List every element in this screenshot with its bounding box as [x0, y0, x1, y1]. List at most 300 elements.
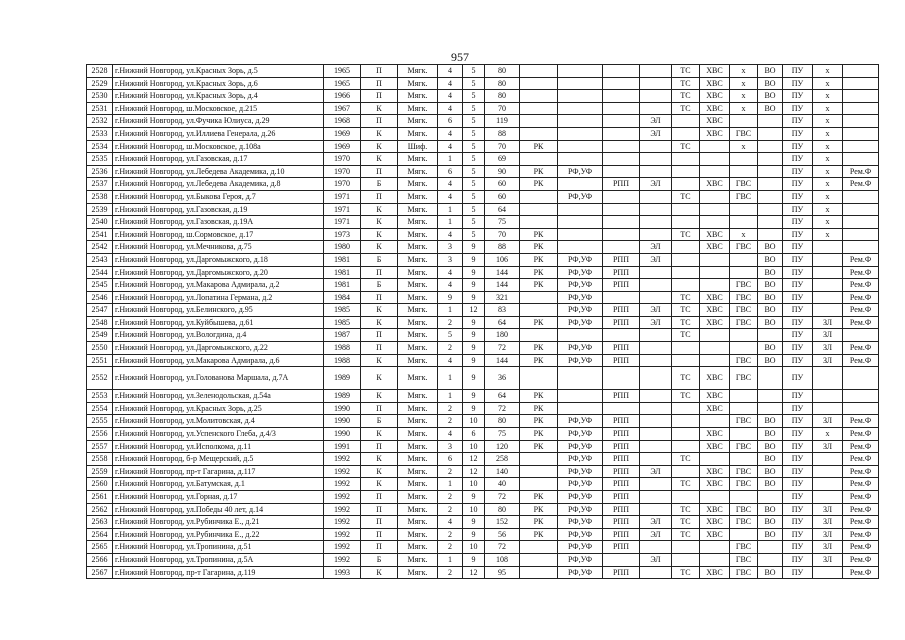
wall-material-cell: П — [361, 165, 398, 178]
floors-cell: 4 — [438, 228, 463, 241]
col-17-cell: ПУ — [783, 329, 813, 342]
roof-type-cell: Мягк. — [398, 279, 438, 292]
col-18-cell: х — [813, 115, 843, 128]
col-18-cell — [813, 465, 843, 478]
floors-cell: 4 — [438, 190, 463, 203]
col-19-cell: Рем.Ф — [843, 253, 879, 266]
col-16-cell — [758, 203, 783, 216]
col-18-cell: х — [813, 65, 843, 78]
year-cell: 1992 — [324, 491, 361, 504]
col-13-cell — [672, 165, 700, 178]
col-15-cell: ГВС — [730, 516, 758, 529]
year-cell: 1968 — [324, 115, 361, 128]
year-cell: 1970 — [324, 178, 361, 191]
col-9-cell: РК — [520, 316, 558, 329]
year-cell: 1992 — [324, 503, 361, 516]
col-16-cell — [758, 491, 783, 504]
col-16-cell — [758, 153, 783, 166]
col-16-cell: ВО — [758, 316, 783, 329]
col-10-cell — [558, 402, 603, 415]
col-13-cell: ТС — [672, 503, 700, 516]
col-14-cell: ХВС — [700, 65, 730, 78]
col-15-cell: ГВС — [730, 304, 758, 317]
col-18-cell: ЗЛ — [813, 516, 843, 529]
col-9-cell — [520, 304, 558, 317]
col-16-cell — [758, 165, 783, 178]
row-number-cell: 2552 — [87, 367, 113, 390]
address-cell: г.Нижний Новгород, ул.Мечникова, д.75 — [113, 241, 324, 254]
address-cell: г.Нижний Новгород, ул.Голованова Маршала, д.7А — [113, 367, 324, 390]
table-row — [87, 190, 879, 203]
entrances-cell: 12 — [463, 304, 485, 317]
col-16-cell: ВО — [758, 253, 783, 266]
col-12-cell — [640, 266, 672, 279]
col-18-cell: ЗЛ — [813, 354, 843, 367]
col-9-cell: РК — [520, 503, 558, 516]
wall-material-cell: К — [361, 354, 398, 367]
col-11-cell — [603, 203, 640, 216]
roof-type-cell: Мягк. — [398, 316, 438, 329]
row-number-cell: 2546 — [87, 291, 113, 304]
address-cell: г.Нижний Новгород, ул.Макарова Адмирала, д.2 — [113, 279, 324, 292]
col-13-cell — [672, 553, 700, 566]
apartments-cell: 80 — [485, 90, 520, 103]
col-15-cell: х — [730, 228, 758, 241]
apartments-cell: 60 — [485, 190, 520, 203]
col-10-cell — [558, 102, 603, 115]
col-11-cell — [603, 329, 640, 342]
col-16-cell: ВО — [758, 279, 783, 292]
address-cell: г.Нижний Новгород, ул.Рубинчика Е., д.22 — [113, 528, 324, 541]
col-17-cell: ПУ — [783, 428, 813, 441]
wall-material-cell: П — [361, 541, 398, 554]
address-cell: г.Нижний Новгород, ул.Красных Зорь, д.5 — [113, 65, 324, 78]
col-19-cell: Рем.Ф — [843, 304, 879, 317]
col-10-cell: РФ,УФ — [558, 453, 603, 466]
col-15-cell: ГВС — [730, 279, 758, 292]
roof-type-cell: Мягк. — [398, 415, 438, 428]
floors-cell: 2 — [438, 528, 463, 541]
wall-material-cell: К — [361, 216, 398, 229]
col-17-cell: ПУ — [783, 291, 813, 304]
col-13-cell — [672, 203, 700, 216]
row-number-cell: 2551 — [87, 354, 113, 367]
col-14-cell — [700, 253, 730, 266]
apartments-cell: 88 — [485, 241, 520, 254]
col-13-cell — [672, 216, 700, 229]
col-13-cell — [672, 354, 700, 367]
col-10-cell — [558, 127, 603, 140]
floors-cell: 3 — [438, 241, 463, 254]
wall-material-cell: К — [361, 102, 398, 115]
wall-material-cell: П — [361, 528, 398, 541]
floors-cell: 3 — [438, 253, 463, 266]
apartments-cell: 72 — [485, 402, 520, 415]
roof-type-cell: Шиф. — [398, 140, 438, 153]
col-15-cell — [730, 165, 758, 178]
col-15-cell — [730, 428, 758, 441]
col-12-cell — [640, 390, 672, 403]
table-row — [87, 279, 879, 292]
row-number-cell: 2556 — [87, 428, 113, 441]
col-10-cell: РФ,УФ — [558, 165, 603, 178]
col-16-cell: ВО — [758, 65, 783, 78]
apartments-cell: 140 — [485, 465, 520, 478]
table-row — [87, 342, 879, 355]
apartments-cell: 144 — [485, 279, 520, 292]
entrances-cell: 10 — [463, 415, 485, 428]
col-14-cell: ХВС — [700, 178, 730, 191]
col-13-cell — [672, 541, 700, 554]
roof-type-cell: Мягк. — [398, 367, 438, 390]
entrances-cell: 5 — [463, 65, 485, 78]
col-19-cell — [843, 390, 879, 403]
col-17-cell: ПУ — [783, 127, 813, 140]
roof-type-cell: Мягк. — [398, 127, 438, 140]
col-17-cell: ПУ — [783, 115, 813, 128]
col-15-cell — [730, 342, 758, 355]
row-number-cell: 2564 — [87, 528, 113, 541]
col-19-cell: Рем.Ф — [843, 566, 879, 579]
col-15-cell — [730, 253, 758, 266]
col-16-cell: ВО — [758, 291, 783, 304]
col-13-cell: ТС — [672, 453, 700, 466]
roof-type-cell: Мягк. — [398, 516, 438, 529]
address-cell: г.Нижний Новгород, ул.Зеленодольская, д.54а — [113, 390, 324, 403]
col-13-cell: ТС — [672, 90, 700, 103]
wall-material-cell: К — [361, 390, 398, 403]
col-11-cell: РПП — [603, 316, 640, 329]
col-19-cell: Рем.Ф — [843, 528, 879, 541]
col-19-cell: Рем.Ф — [843, 178, 879, 191]
col-10-cell — [558, 216, 603, 229]
address-cell: г.Нижний Новгород, пр-т Гагарина, д.119 — [113, 566, 324, 579]
col-11-cell — [603, 291, 640, 304]
address-cell: г.Нижний Новгород, ул.Горная, д.17 — [113, 491, 324, 504]
row-number-cell: 2559 — [87, 465, 113, 478]
apartments-cell: 80 — [485, 65, 520, 78]
apartments-cell: 69 — [485, 153, 520, 166]
row-number-cell: 2555 — [87, 415, 113, 428]
year-cell: 1992 — [324, 516, 361, 529]
col-10-cell: РФ,УФ — [558, 253, 603, 266]
col-14-cell: ХВС — [700, 516, 730, 529]
address-cell: г.Нижний Новгород, ш.Московское, д.108а — [113, 140, 324, 153]
col-14-cell: ХВС — [700, 528, 730, 541]
col-13-cell: ТС — [672, 228, 700, 241]
col-13-cell: ТС — [672, 65, 700, 78]
col-9-cell — [520, 453, 558, 466]
col-14-cell — [700, 266, 730, 279]
entrances-cell: 5 — [463, 153, 485, 166]
col-13-cell — [672, 402, 700, 415]
roof-type-cell: Мягк. — [398, 65, 438, 78]
col-13-cell — [672, 153, 700, 166]
col-14-cell — [700, 216, 730, 229]
col-14-cell: ХВС — [700, 478, 730, 491]
table-row — [87, 316, 879, 329]
row-number-cell: 2543 — [87, 253, 113, 266]
col-16-cell: ВО — [758, 465, 783, 478]
col-19-cell — [843, 65, 879, 78]
address-cell: г.Нижний Новгород, ул.Батумская, д.1 — [113, 478, 324, 491]
col-11-cell: РПП — [603, 453, 640, 466]
col-16-cell — [758, 127, 783, 140]
floors-cell: 2 — [438, 342, 463, 355]
col-12-cell — [640, 566, 672, 579]
address-cell: г.Нижний Новгород, ул.Иллиева Генерала, д.26 — [113, 127, 324, 140]
roof-type-cell: Мягк. — [398, 453, 438, 466]
wall-material-cell: Б — [361, 279, 398, 292]
row-number-cell: 2532 — [87, 115, 113, 128]
col-14-cell — [700, 491, 730, 504]
col-17-cell: ПУ — [783, 102, 813, 115]
wall-material-cell: П — [361, 65, 398, 78]
col-13-cell: ТС — [672, 566, 700, 579]
col-16-cell: ВО — [758, 528, 783, 541]
apartments-cell: 72 — [485, 541, 520, 554]
col-12-cell: ЭЛ — [640, 316, 672, 329]
col-19-cell: Рем.Ф — [843, 291, 879, 304]
col-17-cell: ПУ — [783, 316, 813, 329]
col-18-cell: х — [813, 178, 843, 191]
apartments-cell: 64 — [485, 390, 520, 403]
roof-type-cell: Мягк. — [398, 541, 438, 554]
col-16-cell: ВО — [758, 440, 783, 453]
col-10-cell — [558, 77, 603, 90]
wall-material-cell: Б — [361, 553, 398, 566]
col-14-cell: ХВС — [700, 291, 730, 304]
col-15-cell: ГВС — [730, 415, 758, 428]
col-17-cell: ПУ — [783, 140, 813, 153]
col-12-cell — [640, 491, 672, 504]
floors-cell: 1 — [438, 216, 463, 229]
col-17-cell: ПУ — [783, 566, 813, 579]
entrances-cell: 9 — [463, 491, 485, 504]
floors-cell: 4 — [438, 428, 463, 441]
address-cell: г.Нижний Новгород, ул.Лебедева Академика, д.10 — [113, 165, 324, 178]
col-19-cell — [843, 402, 879, 415]
floors-cell: 4 — [438, 354, 463, 367]
wall-material-cell: Б — [361, 253, 398, 266]
table-row — [87, 102, 879, 115]
table-row — [87, 77, 879, 90]
address-cell: г.Нижний Новгород, ш.Сормовское, д.17 — [113, 228, 324, 241]
address-cell: г.Нижний Новгород, ул.Макарова Адмирала, д.6 — [113, 354, 324, 367]
roof-type-cell: Мягк. — [398, 178, 438, 191]
col-18-cell: х — [813, 216, 843, 229]
col-10-cell — [558, 367, 603, 390]
col-15-cell — [730, 153, 758, 166]
wall-material-cell: К — [361, 203, 398, 216]
col-19-cell: Рем.Ф — [843, 165, 879, 178]
col-16-cell: ВО — [758, 415, 783, 428]
row-number-cell: 2531 — [87, 102, 113, 115]
floors-cell: 4 — [438, 90, 463, 103]
col-18-cell — [813, 279, 843, 292]
col-13-cell — [672, 415, 700, 428]
col-11-cell: РПП — [603, 503, 640, 516]
entrances-cell: 9 — [463, 266, 485, 279]
col-9-cell: РК — [520, 342, 558, 355]
entrances-cell: 9 — [463, 516, 485, 529]
col-16-cell — [758, 367, 783, 390]
apartments-cell: 152 — [485, 516, 520, 529]
year-cell: 1993 — [324, 566, 361, 579]
table-row — [87, 428, 879, 441]
roof-type-cell: Мягк. — [398, 115, 438, 128]
col-16-cell: ВО — [758, 428, 783, 441]
col-18-cell: х — [813, 102, 843, 115]
col-19-cell — [843, 140, 879, 153]
col-19-cell: Рем.Ф — [843, 415, 879, 428]
row-number-cell: 2550 — [87, 342, 113, 355]
col-12-cell: ЭЛ — [640, 253, 672, 266]
col-15-cell: ГВС — [730, 440, 758, 453]
col-18-cell — [813, 402, 843, 415]
address-cell: г.Нижний Новгород, ул.Красных Зорь, д.6 — [113, 77, 324, 90]
col-9-cell: РК — [520, 165, 558, 178]
col-18-cell: х — [813, 127, 843, 140]
year-cell: 1985 — [324, 316, 361, 329]
row-number-cell: 2565 — [87, 541, 113, 554]
table-row — [87, 153, 879, 166]
col-16-cell — [758, 228, 783, 241]
col-9-cell — [520, 203, 558, 216]
col-17-cell: ПУ — [783, 465, 813, 478]
col-15-cell: ГВС — [730, 541, 758, 554]
col-11-cell: РПП — [603, 566, 640, 579]
col-17-cell: ПУ — [783, 478, 813, 491]
col-13-cell — [672, 253, 700, 266]
address-cell: г.Нижний Новгород, ул.Белинского, д.95 — [113, 304, 324, 317]
year-cell: 1990 — [324, 415, 361, 428]
row-number-cell: 2542 — [87, 241, 113, 254]
col-10-cell: РФ,УФ — [558, 440, 603, 453]
col-14-cell — [700, 553, 730, 566]
col-19-cell: Рем.Ф — [843, 541, 879, 554]
col-12-cell — [640, 165, 672, 178]
col-13-cell — [672, 440, 700, 453]
col-16-cell: ВО — [758, 342, 783, 355]
row-number-cell: 2562 — [87, 503, 113, 516]
col-10-cell: РФ,УФ — [558, 291, 603, 304]
entrances-cell: 10 — [463, 440, 485, 453]
col-13-cell — [672, 465, 700, 478]
col-13-cell: ТС — [672, 528, 700, 541]
col-16-cell: ВО — [758, 102, 783, 115]
table-row — [87, 165, 879, 178]
col-17-cell: ПУ — [783, 440, 813, 453]
col-15-cell: ГВС — [730, 465, 758, 478]
entrances-cell: 5 — [463, 216, 485, 229]
col-16-cell: ВО — [758, 566, 783, 579]
col-17-cell: ПУ — [783, 90, 813, 103]
floors-cell: 1 — [438, 153, 463, 166]
col-15-cell: ГВС — [730, 190, 758, 203]
col-9-cell — [520, 329, 558, 342]
col-11-cell — [603, 241, 640, 254]
col-18-cell — [813, 478, 843, 491]
apartments-cell: 36 — [485, 367, 520, 390]
col-11-cell — [603, 165, 640, 178]
col-12-cell — [640, 216, 672, 229]
wall-material-cell: П — [361, 440, 398, 453]
row-number-cell: 2544 — [87, 266, 113, 279]
col-18-cell: ЗЛ — [813, 316, 843, 329]
floors-cell: 6 — [438, 453, 463, 466]
col-19-cell: Рем.Ф — [843, 453, 879, 466]
roof-type-cell: Мягк. — [398, 440, 438, 453]
address-cell: г.Нижний Новгород, ул.Красных Зорь, д.4 — [113, 90, 324, 103]
entrances-cell: 5 — [463, 140, 485, 153]
floors-cell: 4 — [438, 178, 463, 191]
col-9-cell: РК — [520, 279, 558, 292]
col-9-cell: РК — [520, 491, 558, 504]
wall-material-cell: П — [361, 90, 398, 103]
apartments-cell: 64 — [485, 316, 520, 329]
table-row — [87, 440, 879, 453]
year-cell: 1984 — [324, 291, 361, 304]
col-14-cell: ХВС — [700, 402, 730, 415]
table-row — [87, 178, 879, 191]
table-row — [87, 553, 879, 566]
col-9-cell: РК — [520, 178, 558, 191]
housing-registry-table — [86, 64, 879, 579]
col-9-cell — [520, 190, 558, 203]
col-11-cell — [603, 77, 640, 90]
col-11-cell: РПП — [603, 253, 640, 266]
roof-type-cell: Мягк. — [398, 77, 438, 90]
col-10-cell — [558, 178, 603, 191]
row-number-cell: 2548 — [87, 316, 113, 329]
roof-type-cell: Мягк. — [398, 253, 438, 266]
col-15-cell — [730, 266, 758, 279]
col-14-cell: ХВС — [700, 440, 730, 453]
entrances-cell: 5 — [463, 127, 485, 140]
table-row — [87, 115, 879, 128]
col-17-cell: ПУ — [783, 153, 813, 166]
col-15-cell: ГВС — [730, 367, 758, 390]
col-9-cell — [520, 90, 558, 103]
col-12-cell — [640, 354, 672, 367]
col-10-cell — [558, 90, 603, 103]
entrances-cell: 9 — [463, 553, 485, 566]
col-9-cell — [520, 566, 558, 579]
col-14-cell — [700, 541, 730, 554]
entrances-cell: 12 — [463, 566, 485, 579]
col-13-cell — [672, 178, 700, 191]
col-9-cell: РК — [520, 228, 558, 241]
col-18-cell — [813, 491, 843, 504]
col-12-cell — [640, 329, 672, 342]
row-number-cell: 2563 — [87, 516, 113, 529]
col-11-cell — [603, 216, 640, 229]
col-15-cell: х — [730, 77, 758, 90]
col-18-cell: х — [813, 90, 843, 103]
roof-type-cell: Мягк. — [398, 402, 438, 415]
address-cell: г.Нижний Новгород, ул.Быкова Героя, д.7 — [113, 190, 324, 203]
col-11-cell: РПП — [603, 516, 640, 529]
col-9-cell — [520, 216, 558, 229]
entrances-cell: 5 — [463, 203, 485, 216]
col-18-cell — [813, 253, 843, 266]
col-10-cell: РФ,УФ — [558, 316, 603, 329]
col-17-cell: ПУ — [783, 491, 813, 504]
table-row — [87, 478, 879, 491]
col-17-cell: ПУ — [783, 453, 813, 466]
entrances-cell: 9 — [463, 291, 485, 304]
